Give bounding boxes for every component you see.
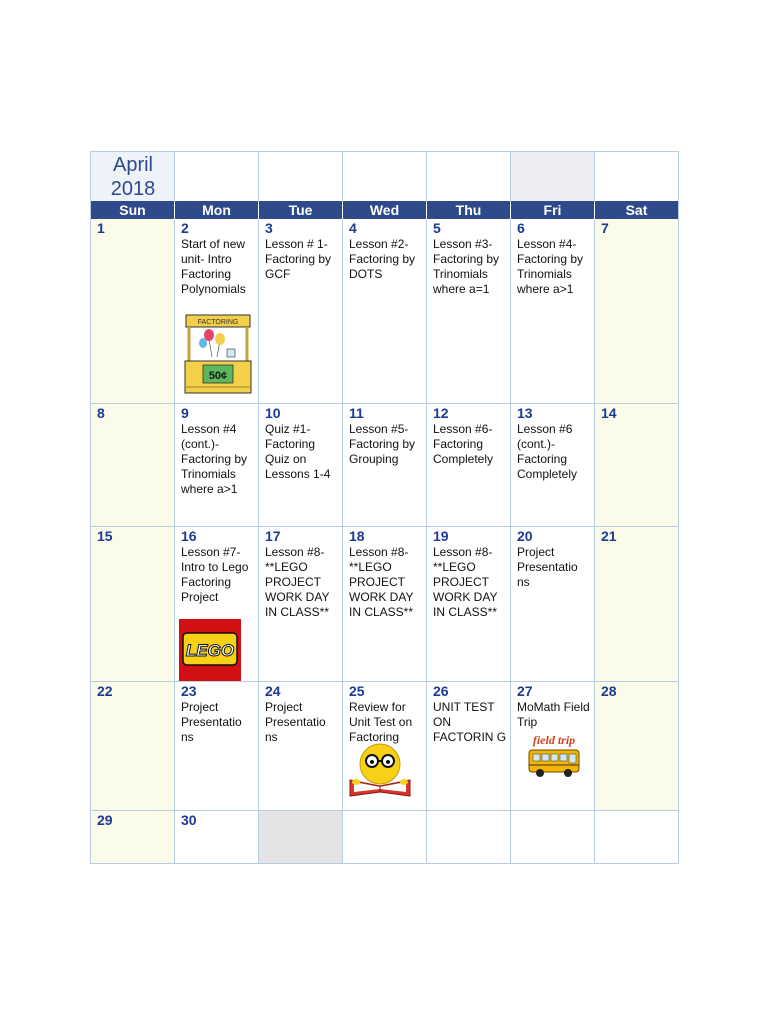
day-number: 5	[433, 220, 441, 236]
day-note: Lesson #8- **LEGO PROJECT WORK DAY IN CLASS**	[433, 545, 498, 619]
day-number: 8	[97, 405, 105, 421]
day-number: 23	[181, 683, 197, 699]
weekday-tue: Tue	[259, 201, 343, 219]
title-blank	[427, 152, 511, 201]
day-cell	[91, 527, 175, 682]
day-note: Quiz #1- Factoring Quiz on Lessons 1-4	[265, 422, 331, 481]
reading-emoji-image	[348, 742, 412, 798]
day-note: Lesson #8- **LEGO PROJECT WORK DAY IN CLASS**	[349, 545, 414, 619]
day-cell-empty	[511, 811, 595, 863]
day-number: 18	[349, 528, 365, 544]
day-cell	[511, 682, 595, 811]
day-cell	[595, 219, 678, 404]
day-note: Project Presentatio ns	[265, 700, 326, 744]
day-cell-empty	[259, 811, 343, 863]
title-blank	[343, 152, 427, 201]
title-blank	[175, 152, 259, 201]
day-number: 9	[181, 405, 189, 421]
day-cell	[595, 404, 678, 527]
day-cell	[427, 404, 511, 527]
day-cell	[91, 219, 175, 404]
day-number: 2	[181, 220, 189, 236]
weekday-header	[91, 201, 678, 219]
day-cell	[511, 404, 595, 527]
day-note: Lesson #4 (cont.)- Factoring by Trinomials where a>1	[181, 422, 248, 496]
day-number: 13	[517, 405, 533, 421]
day-cell	[427, 682, 511, 811]
day-number: 16	[181, 528, 197, 544]
day-number: 15	[97, 528, 113, 544]
day-cell	[511, 527, 595, 682]
day-cell-empty	[343, 811, 427, 863]
day-number: 30	[181, 812, 197, 828]
lemonade-stand-image	[183, 313, 253, 397]
weekday-thu: Thu	[427, 201, 511, 219]
day-cell	[343, 404, 427, 527]
day-cell-empty	[427, 811, 511, 863]
day-number: 17	[265, 528, 281, 544]
day-number: 27	[517, 683, 533, 699]
day-note: Lesson #2- Factoring by DOTS	[349, 237, 416, 281]
title-blank	[511, 152, 595, 201]
day-cell	[175, 811, 259, 863]
day-number: 24	[265, 683, 281, 699]
day-note: Lesson # 1- Factoring by GCF	[265, 237, 332, 281]
weekday-sun: Sun	[91, 201, 175, 219]
day-cell	[427, 219, 511, 404]
day-cell	[343, 682, 427, 811]
day-number: 14	[601, 405, 617, 421]
booth-price-text: 50¢	[208, 370, 228, 382]
day-note: Lesson #3- Factoring by Trinomials where a=1	[433, 237, 500, 296]
day-number: 19	[433, 528, 449, 544]
day-cell	[175, 527, 259, 682]
day-number: 12	[433, 405, 449, 421]
day-note: Lesson #4- Factoring by Trinomials where a>1	[517, 237, 584, 296]
title-row	[91, 152, 678, 201]
calendar	[90, 151, 679, 864]
day-note: Lesson #6 (cont.)- Factoring Completely	[517, 422, 578, 481]
day-note: Project Presentatio ns	[181, 700, 242, 744]
day-cell	[259, 527, 343, 682]
day-note: MoMath Field Trip	[517, 700, 590, 729]
weekday-sat: Sat	[625, 202, 648, 218]
month-title: April 2018	[110, 154, 156, 200]
day-number: 1	[97, 220, 105, 236]
day-cell	[511, 219, 595, 404]
day-number: 29	[97, 812, 113, 828]
day-note: Project Presentatio ns	[517, 545, 578, 589]
day-number: 25	[349, 683, 365, 699]
day-note: Lesson #7- Intro to Lego Factoring Project	[181, 545, 249, 604]
day-cell	[175, 682, 259, 811]
day-number: 7	[601, 220, 609, 236]
day-cell	[595, 527, 678, 682]
weekday-wed: Wed	[343, 201, 427, 219]
day-number: 26	[433, 683, 449, 699]
field-trip-bus-image	[527, 732, 581, 780]
day-note: Start of new unit- Intro Factoring Polynomials	[181, 237, 246, 296]
month-title-cell	[91, 152, 175, 201]
day-cell	[259, 404, 343, 527]
day-cell	[343, 219, 427, 404]
day-number: 21	[601, 528, 617, 544]
field-trip-text: field trip	[532, 733, 576, 747]
day-cell	[175, 219, 259, 404]
day-note: Lesson #8- **LEGO PROJECT WORK DAY IN CLASS**	[265, 545, 330, 619]
lego-logo-image	[179, 619, 241, 681]
day-number: 28	[601, 683, 617, 699]
title-blank	[259, 152, 343, 201]
day-cell	[259, 219, 343, 404]
day-cell	[259, 682, 343, 811]
day-number: 22	[97, 683, 113, 699]
day-number: 11	[349, 405, 364, 421]
title-blank	[595, 152, 678, 201]
day-cell	[343, 527, 427, 682]
day-note: UNIT TEST ON FACTORIN G	[433, 700, 507, 744]
weekday-mon: Mon	[175, 201, 259, 219]
day-cell	[91, 682, 175, 811]
booth-sign-text: FACTORING	[197, 319, 239, 326]
day-number: 6	[517, 220, 525, 236]
day-note: Lesson #6- Factoring Completely	[433, 422, 494, 466]
day-number: 10	[265, 405, 281, 421]
day-cell-empty	[595, 811, 678, 863]
day-note: Review for Unit Test on Factoring	[349, 700, 413, 744]
day-cell	[595, 682, 678, 811]
lego-logo-text: LEGO	[185, 641, 235, 660]
day-note: Lesson #5- Factoring by Grouping	[349, 422, 416, 466]
day-number: 4	[349, 220, 357, 236]
day-number: 20	[517, 528, 533, 544]
day-cell	[91, 404, 175, 527]
day-cell	[175, 404, 259, 527]
day-cell	[91, 811, 175, 863]
day-number: 3	[265, 220, 273, 236]
day-cell	[427, 527, 511, 682]
weekday-fri: Fri	[511, 201, 595, 219]
